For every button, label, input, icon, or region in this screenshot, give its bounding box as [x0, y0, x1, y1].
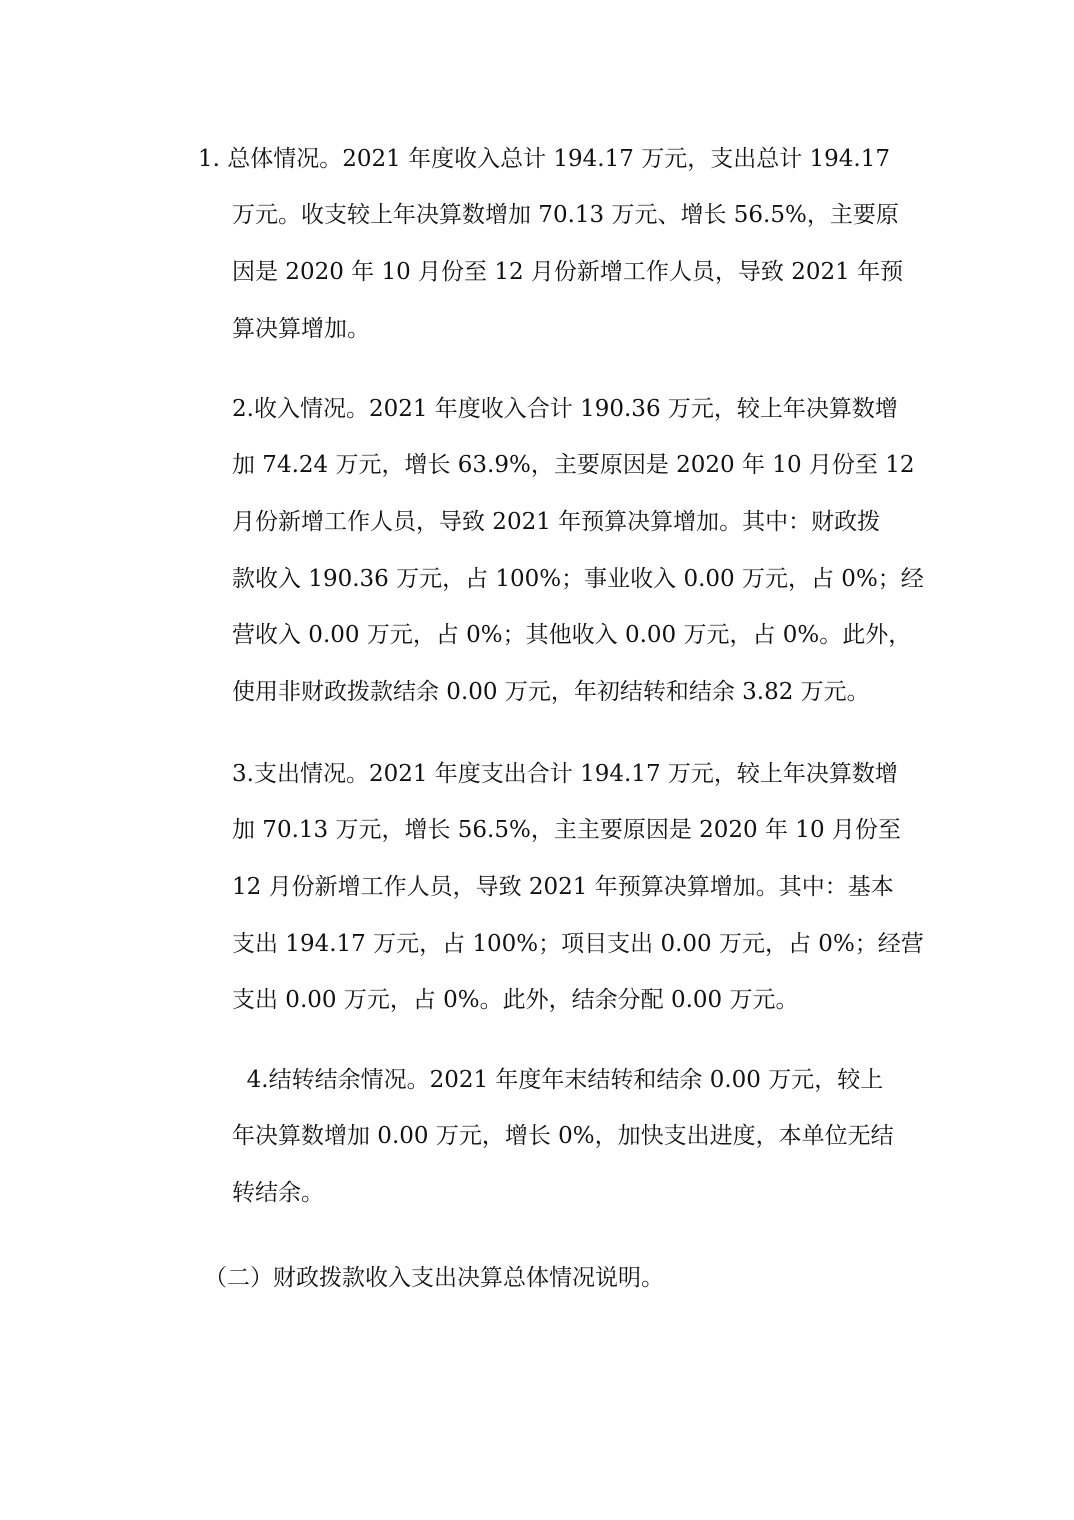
paragraph-line: 年决算数增加 0.00 万元，增长 0%，加快支出进度，本单位无结: [232, 1123, 894, 1149]
paragraph-line: 营收入 0.00 万元，占 0%；其他收入 0.00 万元，占 0%。此外，: [232, 622, 912, 648]
paragraph-line: 因是 2020 年 10 月份至 12 月份新增工作人员，导致 2021 年预: [232, 259, 904, 285]
paragraph-line: 算决算增加。: [232, 316, 370, 342]
paragraph-line: 支出 0.00 万元，占 0%。此外，结余分配 0.00 万元。: [232, 987, 799, 1013]
paragraph-line: 加 74.24 万元，增长 63.9%，主要原因是 2020 年 10 月份至 12: [232, 452, 915, 478]
section-heading-text: （二）财政拨款收入支出决算总体情况说明。: [204, 1265, 664, 1291]
paragraph-line: 4.结转结余情况。2021 年度年末结转和结余 0.00 万元，较上: [232, 1067, 884, 1093]
paragraph-line: 款收入 190.36 万元，占 100%；事业收入 0.00 万元，占 0%；经: [232, 566, 924, 592]
paragraph-line: 3.支出情况。2021 年度支出合计 194.17 万元，较上年决算数增: [232, 761, 898, 787]
paragraph-line: 万元。收支较上年决算数增加 70.13 万元、增长 56.5%，主要原: [232, 202, 899, 228]
paragraph-line: 转结余。: [232, 1180, 324, 1206]
paragraph-line: 2.收入情况。2021 年度收入合计 190.36 万元，较上年决算数增: [232, 396, 898, 422]
paragraph-line: 12 月份新增工作人员，导致 2021 年预算决算增加。其中：基本: [232, 874, 894, 900]
paragraph-line: 支出 194.17 万元，占 100%；项目支出 0.00 万元，占 0%；经营: [232, 931, 924, 957]
paragraph-line: 月份新增工作人员，导致 2021 年预算决算增加。其中：财政拨: [232, 509, 881, 535]
paragraph-line: 使用非财政拨款结余 0.00 万元，年初结转和结余 3.82 万元。: [232, 679, 870, 705]
paragraph-line: 加 70.13 万元，增长 56.5%，主主要原因是 2020 年 10 月份至: [232, 817, 901, 843]
paragraph-line: 1. 总体情况。2021 年度收入总计 194.17 万元，支出总计 194.17: [198, 146, 890, 172]
